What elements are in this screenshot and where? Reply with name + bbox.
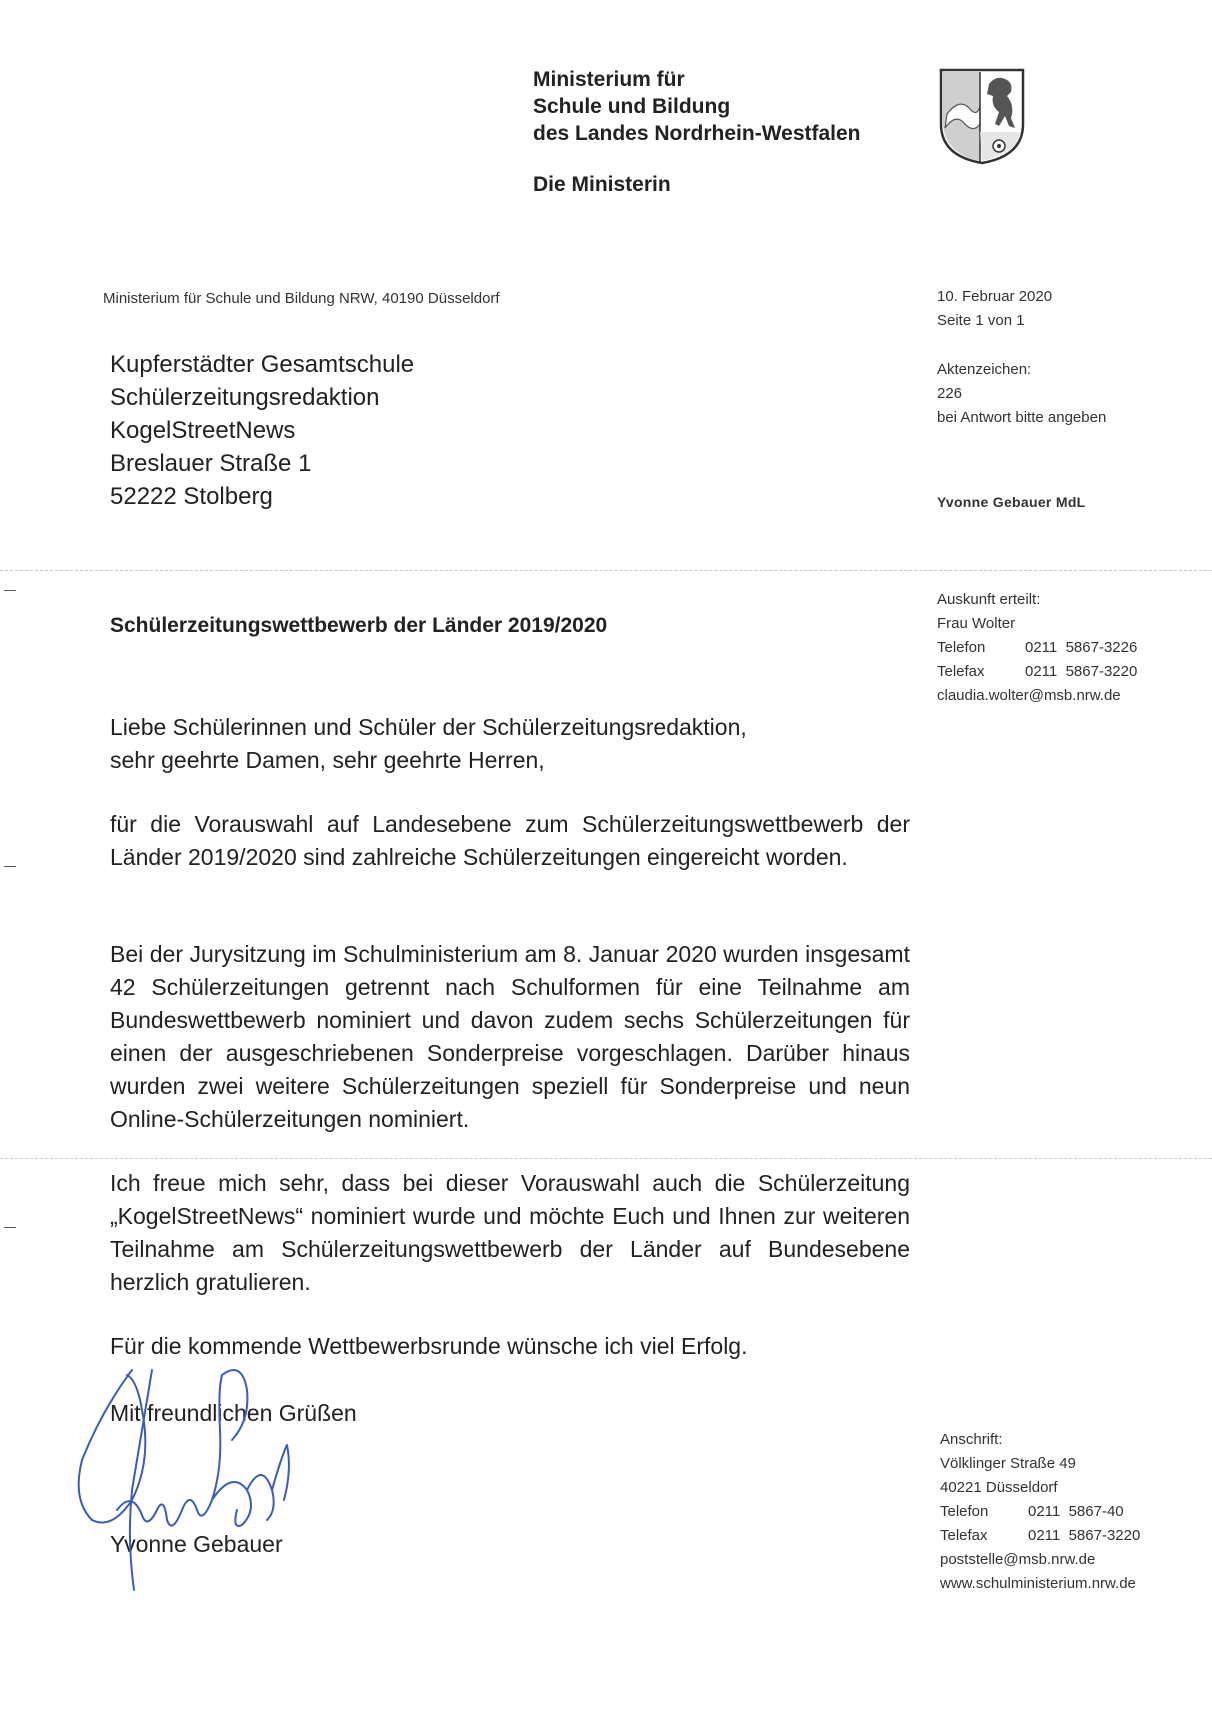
address-street: Völklinger Straße 49 [940,1455,1076,1472]
phone-number: 0211 5867-40 [1028,1503,1124,1520]
fax-number: 0211 5867-3220 [1028,1527,1141,1544]
salutation-line: sehr geehrte Damen, sehr geehrte Herren, [110,747,545,773]
phone-label: Telefon [940,1503,989,1520]
address-phone-row [940,1500,1140,1524]
phone-label: Telefon [937,639,986,656]
fold-line [0,1158,1212,1159]
contact-name: Frau Wolter [937,615,1016,632]
address-fax-row [940,1524,1140,1548]
signer-name: Yvonne Gebauer [110,1531,283,1557]
reference-label: Aktenzeichen: [937,361,1032,378]
salutation-line: Liebe Schülerinnen und Schüler der Schülerzeitungsredaktion, [110,714,747,740]
fax-label: Telefax [937,663,985,680]
minister-title: Die Ministerin [533,173,671,196]
address-heading: Anschrift: [940,1431,1003,1448]
recipient-line: Schülerzeitungsredaktion [110,384,380,411]
salutation [110,711,747,777]
contact-phone-row [937,636,1137,660]
address-city: 40221 Düsseldorf [940,1479,1058,1496]
fold-line [0,570,1212,571]
recipient-line: Kupferstädter Gesamtschule [110,351,415,378]
address-email: poststelle@msb.nrw.de [940,1551,1096,1568]
recipient-line: 52222 Stolberg [110,483,273,510]
margin-mark [4,590,16,591]
contact-email: claudia.wolter@msb.nrw.de [937,687,1121,704]
date-block [937,285,1052,333]
signatory-name: Yvonne Gebauer MdL [937,494,1086,510]
phone-number: 0211 5867-3226 [1025,639,1138,656]
letter-subject: Schülerzeitungswettbewerb der Länder 2019/2020 [110,614,608,637]
recipient-line: KogelStreetNews [110,417,296,444]
letter-date: 10. Februar 2020 [937,288,1053,305]
margin-mark [4,866,16,867]
nrw-coat-of-arms-icon [937,66,1027,166]
fax-number: 0211 5867-3220 [1025,663,1138,680]
ministry-name [533,66,861,147]
recipient-address [110,348,414,513]
recipient-line: Breslauer Straße 1 [110,450,312,477]
closing-wish: Für die kommende Wettbewerbsrunde wünsche ich viel Erfolg. [110,1333,748,1359]
ministry-line: Ministerium für [533,68,685,91]
contact-heading: Auskunft erteilt: [937,591,1041,608]
fax-label: Telefax [940,1527,988,1544]
page-count: Seite 1 von 1 [937,312,1025,329]
greeting: Mit freundlichen Grüßen [110,1400,357,1426]
body-paragraph: für die Vorauswahl auf Landesebene zum Schülerzeitungswettbewerb der Länder 2019/2020 sind zahlreiche Schülerzeitungen eingereicht worden. [110,811,910,870]
ministry-line: des Landes Nordrhein-Westfalen [533,122,861,145]
body-paragraph: Bei der Jurysitzung im Schulministerium am 8. Januar 2020 wurden insgesamt 42 Schülerzeitungen getrennt nach Schulformen für eine Teilnahme am Bundeswettbewerb nominiert und davon zudem sechs Schülerzeitungen für einen der ausgeschriebenen Sonderpreise vorgeschlagen. Darüber hinaus wurden zwei weitere Schülerzeitungen speziell für Sonderpreise und neun Online-Schülerzeitungen nominiert. [110,941,910,1132]
address-block [940,1428,1140,1596]
handwritten-signature [72,1350,332,1600]
address-website: www.schulministerium.nrw.de [940,1575,1136,1592]
contact-fax-row [937,660,1137,684]
reference-note: bei Antwort bitte angeben [937,409,1107,426]
reference-number: 226 [937,385,963,402]
sender-return-address: Ministerium für Schule und Bildung NRW, 40190 Düsseldorf [103,290,500,307]
margin-mark [4,1227,16,1228]
reference-block [937,358,1106,430]
ministry-line: Schule und Bildung [533,95,731,118]
contact-block [937,588,1137,708]
body-paragraph: Ich freue mich sehr, dass bei dieser Vorauswahl auch die Schülerzeitung „KogelStreetNews“ nominiert wurde und möchte Euch und Ihnen zur weiteren Teilnahme am Schülerzeitungswettbewerb der Länder auf Bundesebene herzlich gratulieren. [110,1170,910,1295]
